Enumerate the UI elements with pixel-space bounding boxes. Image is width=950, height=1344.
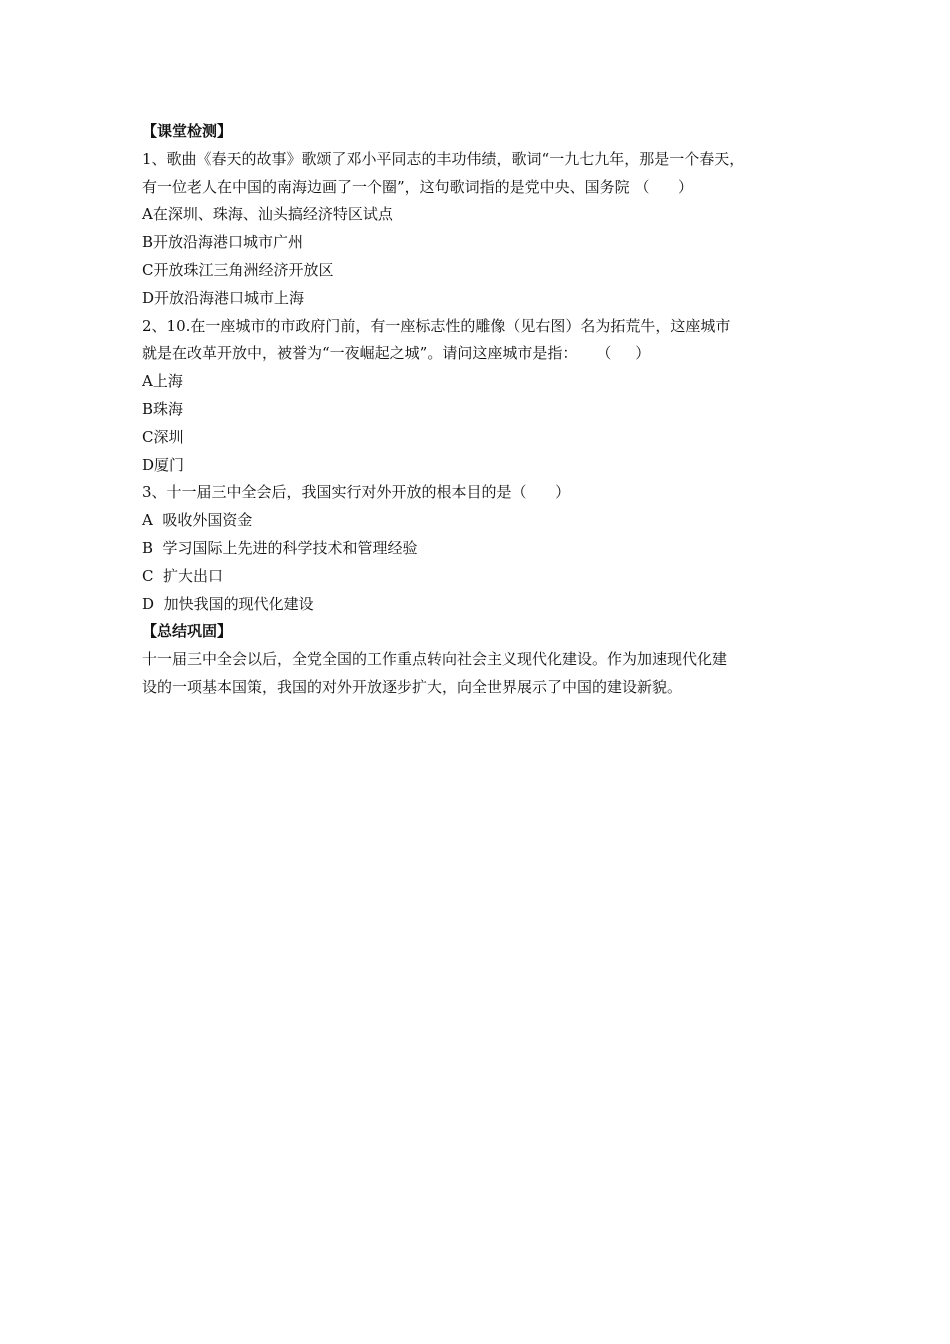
question-1-option-b: B开放沿海港口城市广州 (142, 233, 304, 252)
question-1-option-a: A在深圳、珠海、汕头搞经济特区试点 (142, 205, 393, 224)
question-3-option-b: B 学习国际上先进的科学技术和管理经验 (142, 538, 418, 557)
question-1 (142, 146, 822, 313)
question-1-option-c: C开放珠江三角洲经济开放区 (142, 260, 334, 279)
question-3-stem: 3、十一届三中全会后，我国实行对外开放的根本目的是（ ） (142, 483, 571, 502)
section-heading-summary: 【总结巩固】 (142, 622, 233, 641)
document-page (142, 118, 822, 702)
section-heading-classroom-check: 【课堂检测】 (142, 122, 233, 140)
question-2-option-a: A上海 (142, 372, 183, 391)
question-1-stem-line-1: 1、歌曲《春天的故事》歌颂了邓小平同志的丰功伟绩，歌词“一九七九年，那是一个春天， (142, 149, 745, 168)
question-2-stem-line-2: 就是在改革开放中，被誉为“一夜崛起之城”。请问这座城市是指： （ ） (142, 344, 651, 363)
question-2-option-d: D厦门 (142, 455, 185, 474)
question-3-option-a: A 吸收外国资金 (142, 511, 253, 530)
question-2-option-c: C深圳 (142, 427, 184, 446)
question-3-option-c: C 扩大出口 (142, 566, 224, 585)
question-1-stem-line-2: 有一位老人在中国的南海边画了一个圈”，这句歌词指的是党中央、国务院 （ ） (142, 177, 694, 196)
question-1-option-d: D开放沿海港口城市上海 (142, 288, 305, 307)
question-2-stem-line-1: 2、10.在一座城市的市政府门前，有一座标志性的雕像（见右图）名为拓荒牛，这座城市 (142, 316, 731, 335)
question-3 (142, 479, 822, 618)
question-2 (142, 313, 822, 480)
question-2-option-b: B珠海 (142, 399, 184, 418)
summary-line-1: 十一届三中全会以后，全党全国的工作重点转向社会主义现代化建设。作为加速现代化建 (142, 650, 728, 669)
summary-line-2: 设的一项基本国策，我国的对外开放逐步扩大，向全世界展示了中国的建设新貌。 (142, 677, 683, 696)
question-3-option-d: D 加快我国的现代化建设 (142, 594, 314, 613)
